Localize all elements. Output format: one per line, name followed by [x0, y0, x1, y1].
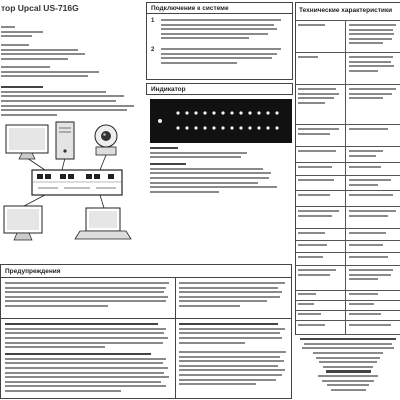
speed-led-indicator	[248, 126, 251, 129]
text-line	[179, 287, 278, 289]
text-line	[1, 95, 124, 97]
text-line	[298, 179, 334, 181]
text-line	[302, 347, 394, 349]
spec-label	[296, 163, 346, 175]
spec-label	[296, 321, 346, 334]
text-line	[161, 37, 249, 39]
text-line	[349, 29, 393, 31]
speed-led-indicator	[185, 126, 188, 129]
text-line	[298, 166, 332, 168]
network-switch-icon	[32, 170, 122, 195]
table-row	[296, 311, 400, 321]
text-line	[179, 369, 285, 371]
text-line	[161, 24, 274, 26]
link-led-indicator	[212, 111, 215, 114]
table-row	[296, 207, 400, 229]
text-line	[326, 370, 371, 372]
text-line	[179, 305, 240, 307]
safety-text	[5, 323, 171, 351]
text-line	[5, 346, 105, 348]
text-line	[349, 256, 388, 258]
table-row	[296, 176, 400, 191]
text-line	[349, 184, 378, 186]
link-led-indicator	[266, 111, 269, 114]
safety-text	[5, 353, 171, 395]
text-line	[298, 56, 318, 58]
spec-label	[296, 191, 346, 206]
text-line	[179, 332, 280, 334]
text-line	[179, 328, 285, 330]
table-row	[296, 85, 400, 125]
text-line	[5, 362, 163, 364]
text-line	[161, 33, 268, 35]
table-row	[296, 291, 400, 301]
speed-led-indicator	[194, 126, 197, 129]
warning-text	[5, 282, 171, 310]
text-line	[5, 300, 166, 302]
table-row	[296, 163, 400, 176]
text-line	[179, 300, 267, 302]
text-line	[349, 33, 394, 35]
text-line	[349, 38, 392, 40]
text-line	[1, 49, 78, 51]
spec-label	[296, 229, 346, 240]
text-line	[161, 28, 277, 30]
text-line	[150, 177, 269, 179]
text-line	[298, 232, 325, 234]
text-line	[179, 291, 282, 293]
text-line	[1, 71, 99, 73]
text-line	[150, 163, 186, 165]
table-row	[296, 125, 400, 147]
text-line	[179, 342, 245, 344]
text-line	[298, 102, 325, 104]
text-line	[323, 366, 373, 368]
pc-tower-icon	[56, 122, 74, 159]
link-led-indicator	[185, 111, 188, 114]
text-line	[349, 97, 383, 99]
indicators-header-box	[146, 83, 293, 95]
front-panel-image	[150, 99, 292, 143]
step-number: 2	[151, 47, 155, 53]
speed-led-indicator	[257, 126, 260, 129]
spec-label	[296, 301, 346, 310]
spec-label	[296, 21, 346, 52]
link-led-indicator	[203, 111, 206, 114]
text-line	[5, 323, 158, 325]
text-line	[349, 24, 396, 26]
text-line	[298, 293, 316, 295]
text-line	[349, 65, 394, 67]
text-line	[5, 367, 168, 369]
text-line	[179, 296, 280, 298]
text-line	[349, 179, 391, 181]
text-line	[298, 244, 327, 246]
spec-value	[346, 266, 400, 290]
network-diagram	[0, 118, 145, 248]
speed-led-indicator	[275, 126, 278, 129]
cable-line	[100, 195, 104, 208]
text-line	[5, 358, 166, 360]
text-line	[150, 186, 277, 188]
led-panel-drawing	[150, 99, 292, 143]
link-led-indicator	[194, 111, 197, 114]
text-line	[150, 182, 258, 184]
indicators-heading: Индикатор	[151, 86, 186, 93]
spec-value	[346, 176, 400, 190]
spec-value	[346, 21, 400, 52]
text-line	[5, 342, 163, 344]
text-line	[349, 215, 388, 217]
text-line	[5, 372, 164, 374]
text-line	[298, 274, 330, 276]
text-line	[161, 57, 272, 59]
cable-line	[100, 155, 106, 170]
text-line	[298, 303, 314, 305]
spec-value	[346, 85, 400, 124]
spec-value	[346, 207, 400, 228]
text-line	[5, 287, 166, 289]
text-line	[349, 56, 393, 58]
spec-value	[346, 53, 400, 84]
spec-label	[296, 147, 346, 162]
text-line	[349, 293, 378, 295]
text-line	[179, 356, 280, 358]
table-row	[296, 321, 400, 335]
speed-led-indicator	[212, 126, 215, 129]
text-line	[179, 337, 282, 339]
step-text	[161, 48, 287, 66]
text-line	[1, 66, 50, 68]
features-text	[1, 66, 141, 80]
spec-value	[346, 311, 400, 320]
text-line	[298, 24, 325, 26]
package-contents-text	[1, 44, 141, 62]
text-line	[150, 156, 241, 158]
connection-heading: Подключение к системе	[147, 3, 292, 14]
specs-heading: Технические характеристики	[299, 7, 393, 14]
description-text	[1, 86, 141, 118]
intro-text	[1, 26, 141, 40]
text-line	[179, 379, 276, 381]
text-line	[1, 109, 127, 111]
text-line	[349, 88, 396, 90]
text-line	[1, 100, 116, 102]
step-text	[161, 19, 287, 42]
text-line	[349, 303, 374, 305]
table-row	[296, 253, 400, 266]
spec-value	[346, 241, 400, 252]
table-row	[296, 53, 400, 85]
link-led-indicator	[248, 111, 251, 114]
text-line	[349, 269, 393, 271]
spec-value	[346, 125, 400, 146]
speed-led-indicator	[266, 126, 269, 129]
monitor-icon	[4, 206, 42, 240]
power-indicator-text	[150, 147, 288, 161]
spec-value	[346, 163, 400, 175]
text-line	[316, 357, 380, 359]
text-line	[349, 150, 383, 152]
link-led-indicator	[221, 111, 224, 114]
text-line	[1, 53, 85, 55]
text-line	[179, 383, 256, 385]
spec-label	[296, 125, 346, 146]
text-line	[5, 296, 168, 298]
text-line	[1, 91, 106, 93]
text-line	[150, 191, 219, 193]
text-line	[5, 381, 161, 383]
spec-value	[346, 191, 400, 206]
text-line	[313, 352, 383, 354]
text-line	[298, 88, 336, 90]
text-line	[1, 86, 43, 88]
text-line	[298, 150, 336, 152]
power-led-indicator	[158, 119, 162, 123]
table-row	[296, 229, 400, 241]
text-line	[298, 210, 339, 212]
text-line	[5, 376, 169, 378]
text-line	[298, 269, 336, 271]
text-line	[349, 61, 391, 63]
text-line	[300, 338, 396, 340]
text-line	[349, 93, 392, 95]
text-line	[304, 343, 392, 345]
text-line	[298, 215, 332, 217]
text-line	[349, 42, 383, 44]
text-line	[5, 353, 151, 355]
text-line	[179, 360, 284, 362]
warnings-section	[0, 264, 292, 399]
product-title: тор Upcal US-716G	[1, 3, 79, 13]
text-line	[349, 70, 378, 72]
text-line	[318, 375, 378, 377]
text-line	[319, 361, 377, 363]
speed-led-indicator	[176, 126, 179, 129]
table-row	[296, 147, 400, 163]
storage-text	[179, 323, 289, 346]
text-line	[298, 93, 339, 95]
spec-label	[296, 253, 346, 265]
text-line	[179, 351, 286, 353]
text-line	[150, 172, 271, 174]
link-led-indicator	[275, 111, 278, 114]
text-line	[5, 328, 166, 330]
ip-camera-icon	[95, 125, 117, 155]
text-line	[150, 147, 178, 149]
text-line	[349, 313, 381, 315]
text-line	[349, 166, 381, 168]
speed-led-indicator	[230, 126, 233, 129]
table-row	[296, 21, 400, 53]
text-line	[349, 274, 391, 276]
text-line	[1, 26, 15, 28]
spec-label	[296, 311, 346, 320]
spec-label	[296, 207, 346, 228]
table-header-row	[296, 3, 400, 21]
text-line	[5, 332, 164, 334]
text-line	[150, 152, 247, 154]
text-line	[1, 105, 134, 107]
text-line	[179, 374, 282, 376]
table-row	[296, 301, 400, 311]
text-line	[327, 384, 369, 386]
text-line	[1, 114, 57, 116]
spec-value	[346, 253, 400, 265]
spec-label	[296, 291, 346, 300]
spec-label	[296, 53, 346, 84]
cable-line	[24, 195, 45, 206]
text-line	[179, 323, 278, 325]
text-line	[298, 194, 330, 196]
column-divider	[175, 278, 176, 399]
text-line	[5, 305, 108, 307]
specs-table	[295, 2, 400, 335]
spec-label	[296, 266, 346, 290]
text-line	[298, 128, 339, 130]
link-led-indicator	[176, 111, 179, 114]
text-line	[1, 44, 29, 46]
text-line	[349, 155, 376, 157]
text-line	[349, 194, 393, 196]
monitor-icon	[6, 125, 48, 159]
text-line	[179, 282, 285, 284]
text-line	[298, 313, 321, 315]
speed-led-indicator	[203, 126, 206, 129]
connection-section	[146, 2, 293, 80]
spec-value	[346, 147, 400, 162]
storage-text	[179, 351, 289, 388]
text-line	[1, 75, 88, 77]
warnings-heading: Предупреждения	[1, 265, 291, 278]
laptop-icon	[75, 208, 131, 239]
table-row	[296, 266, 400, 291]
text-line	[161, 48, 281, 50]
speed-led-indicator	[239, 126, 242, 129]
spec-value	[346, 321, 400, 334]
cable-line	[27, 158, 45, 170]
text-line	[5, 337, 168, 339]
spec-label	[296, 85, 346, 124]
text-line	[349, 244, 383, 246]
table-row	[296, 191, 400, 207]
text-line	[161, 62, 237, 64]
text-line	[349, 210, 396, 212]
text-line	[161, 19, 281, 21]
text-line	[5, 385, 166, 387]
text-line	[349, 278, 378, 280]
step-number: 1	[151, 18, 155, 24]
contact-info	[298, 338, 398, 394]
text-line	[331, 389, 366, 391]
link-led-indicator	[239, 111, 242, 114]
text-line	[179, 365, 278, 367]
spec-label	[296, 176, 346, 190]
text-line	[349, 232, 386, 234]
cable-line	[62, 158, 65, 170]
text-line	[322, 380, 374, 382]
text-line	[1, 31, 43, 33]
text-line	[349, 128, 388, 130]
text-line	[5, 390, 121, 392]
text-line	[298, 324, 325, 326]
link-led-indicator	[257, 111, 260, 114]
spec-label	[296, 241, 346, 252]
row-divider	[1, 318, 291, 319]
warning-text	[179, 282, 289, 310]
text-line	[298, 133, 330, 135]
text-line	[298, 97, 334, 99]
text-line	[1, 35, 32, 37]
link-indicator-text	[150, 163, 288, 195]
text-line	[150, 168, 263, 170]
speed-led-indicator	[221, 126, 224, 129]
text-line	[5, 291, 164, 293]
spec-value	[346, 301, 400, 310]
spec-value	[346, 229, 400, 240]
text-line	[298, 256, 323, 258]
text-line	[349, 324, 391, 326]
text-line	[1, 58, 68, 60]
spec-value	[346, 291, 400, 300]
text-line	[5, 282, 169, 284]
link-led-indicator	[230, 111, 233, 114]
text-line	[161, 53, 277, 55]
table-row	[296, 241, 400, 253]
